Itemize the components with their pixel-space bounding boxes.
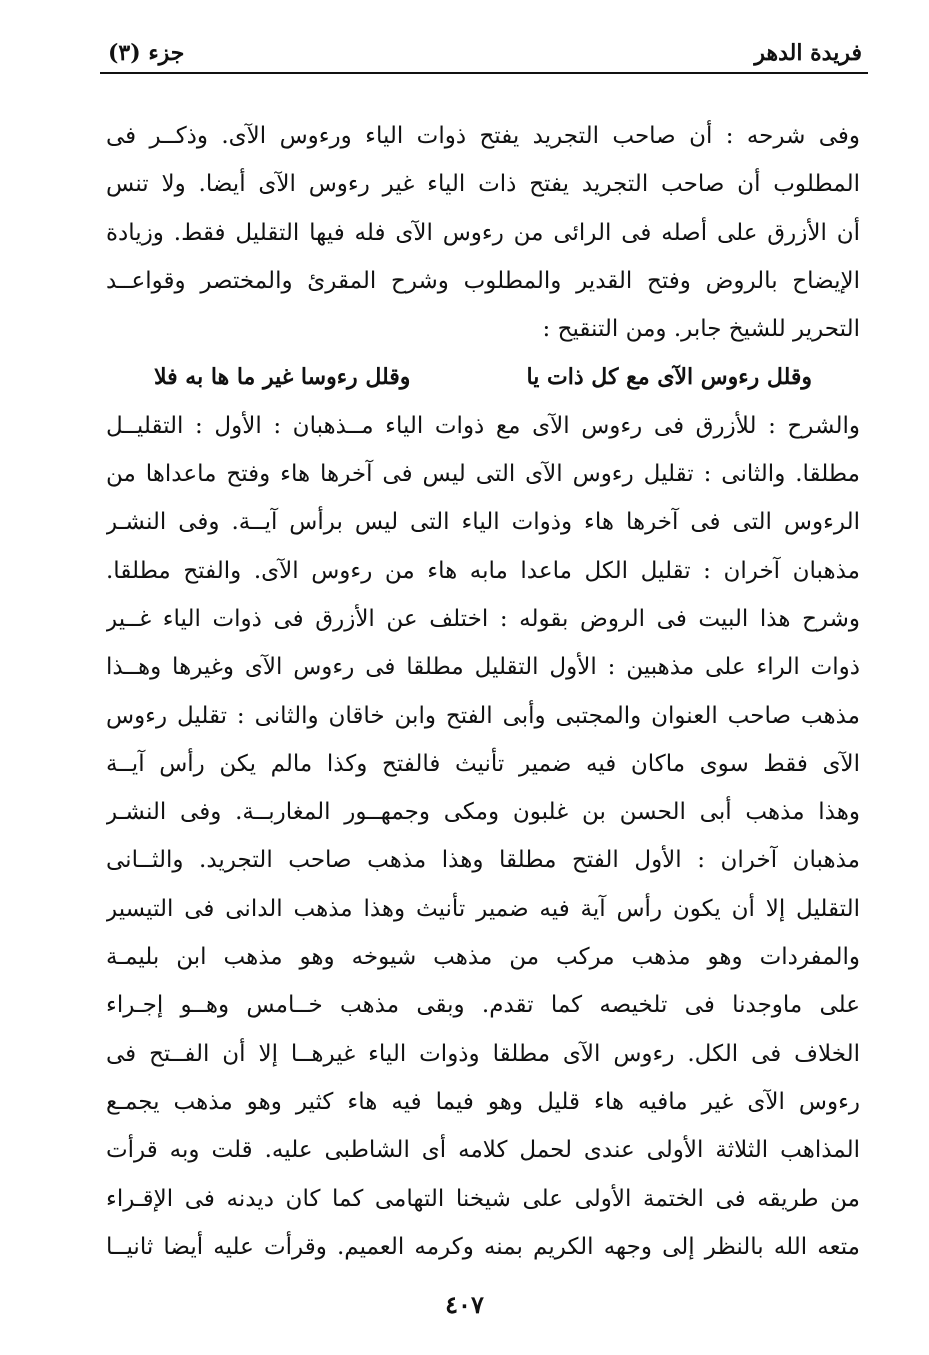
text-line: وشرح هذا البيت فى الروض بقوله : اختلف عن الأزرق فى ذوات الياء غــير bbox=[106, 605, 860, 632]
text-line: مذهبان آخران : تقليل الكل ماعدا مابه هاء من رءوس الآى. والفتح مطلقا. bbox=[106, 557, 860, 584]
text-line: متعه الله بالنظر إلى وجهه الكريم بمنه وكرمه العميم. وقرأت عليه أيضا ثانيــا bbox=[106, 1233, 860, 1260]
text-line: المذاهب الثلاثة الأولى عندى لحمل كلامه أى الشاطبى عليه. قلت وبه قرأت bbox=[106, 1137, 860, 1164]
text-line: الإيضاح بالروض وفتح القدير والمطلوب وشرح المقرئ والمختصر وقواعــد bbox=[106, 267, 860, 294]
text-line: وهذا مذهب أبى الحسن بن غلبون ومكى وجمهــور المغاربــة. وفى النشـر bbox=[106, 799, 860, 826]
text-line: والشرح : للأزرق فى رءوس الآى مع ذوات الياء مــذهبان : الأول : التقليــل bbox=[106, 412, 860, 439]
text-line: مذهبان آخران : الأول الفتح مطلقا وهذا مذهب صاحب التجريد. والثــانى bbox=[106, 847, 860, 874]
text-line: ذوات الراء على مذهبين : الأول التقليل مطلقا فى رءوس الآى وغيرها وهــذا bbox=[106, 654, 860, 681]
text-line: على ماوجدنا فى تلخيصه كما تقدم. وبقى مذهب خــامس وهــو إجـراء bbox=[106, 992, 860, 1019]
book-title: فريدة الدهر bbox=[754, 40, 862, 66]
text-line: الآى فقط سوى ماكان فيه ضمير تأنيث فالفتح وكذا مالم يكن رأس آيــة bbox=[106, 750, 860, 777]
text-line: التقليل إلا أن يكون رأس آية فيه ضمير تأنيث وهذا مذهب الدانى فى التيسير bbox=[106, 895, 860, 922]
text-line: رءوس الآى غير مافيه هاء قليل وهو فيما فيه هاء كثير وهو مذهب يجمـع bbox=[106, 1088, 860, 1115]
text-line: من طريقه فى الختمة الأولى على شيخنا التهامى كما كان ديدنه فى الإقـراء bbox=[106, 1185, 860, 1212]
page-number: ٤٠٧ bbox=[445, 1290, 484, 1319]
part-number: جزء (٣) bbox=[108, 40, 185, 66]
body-text bbox=[106, 112, 860, 1271]
text-line: أن الأزرق على أصله فى الرائى من رءوس الآى فله فيها التقليل فقط. وزيادة bbox=[106, 219, 860, 246]
text-line: المطلوب أن صاحب التجريد يفتح ذات الياء غير رءوس الآى أيضا. ولا تنس bbox=[106, 171, 860, 198]
text-line: وفى شرحه : أن صاحب التجريد يفتح ذوات الياء ورءوس الآى. وذكــر فى bbox=[106, 123, 860, 149]
verse-second-hemistich: وقلل رءوسا غير ما ها به فلا bbox=[154, 364, 411, 391]
text-line: الخلاف فى الكل. رءوس الآى مطلقا وذوات الياء غيرهــا إلا أن الفــتح فى bbox=[106, 1040, 860, 1067]
page-header bbox=[100, 38, 868, 74]
verse-first-hemistich: وقلل رءوس الآى مع كل ذات يا bbox=[526, 364, 812, 391]
text-line: التحرير للشيخ جابر. ومن التنقيح : bbox=[542, 316, 860, 343]
text-line: مذهب صاحب العنوان والمجتبى وأبى الفتح وابن خاقان والثانى : تقليل رءوس bbox=[106, 702, 860, 729]
text-line: والمفردات وهو مذهب مركب من مذهب شيوخه وهو مذهب ابن بليمـة bbox=[106, 944, 860, 971]
poem-verse bbox=[106, 353, 860, 401]
text-line: مطلقا. والثانى : تقليل رءوس الآى التى ليس فى آخرها هاء وفتح ماعداها من bbox=[106, 461, 860, 488]
text-line: الرءوس التى فى آخرها هاء وذوات الياء التى ليس برأس آيــة. وفى النشـر bbox=[106, 509, 860, 536]
